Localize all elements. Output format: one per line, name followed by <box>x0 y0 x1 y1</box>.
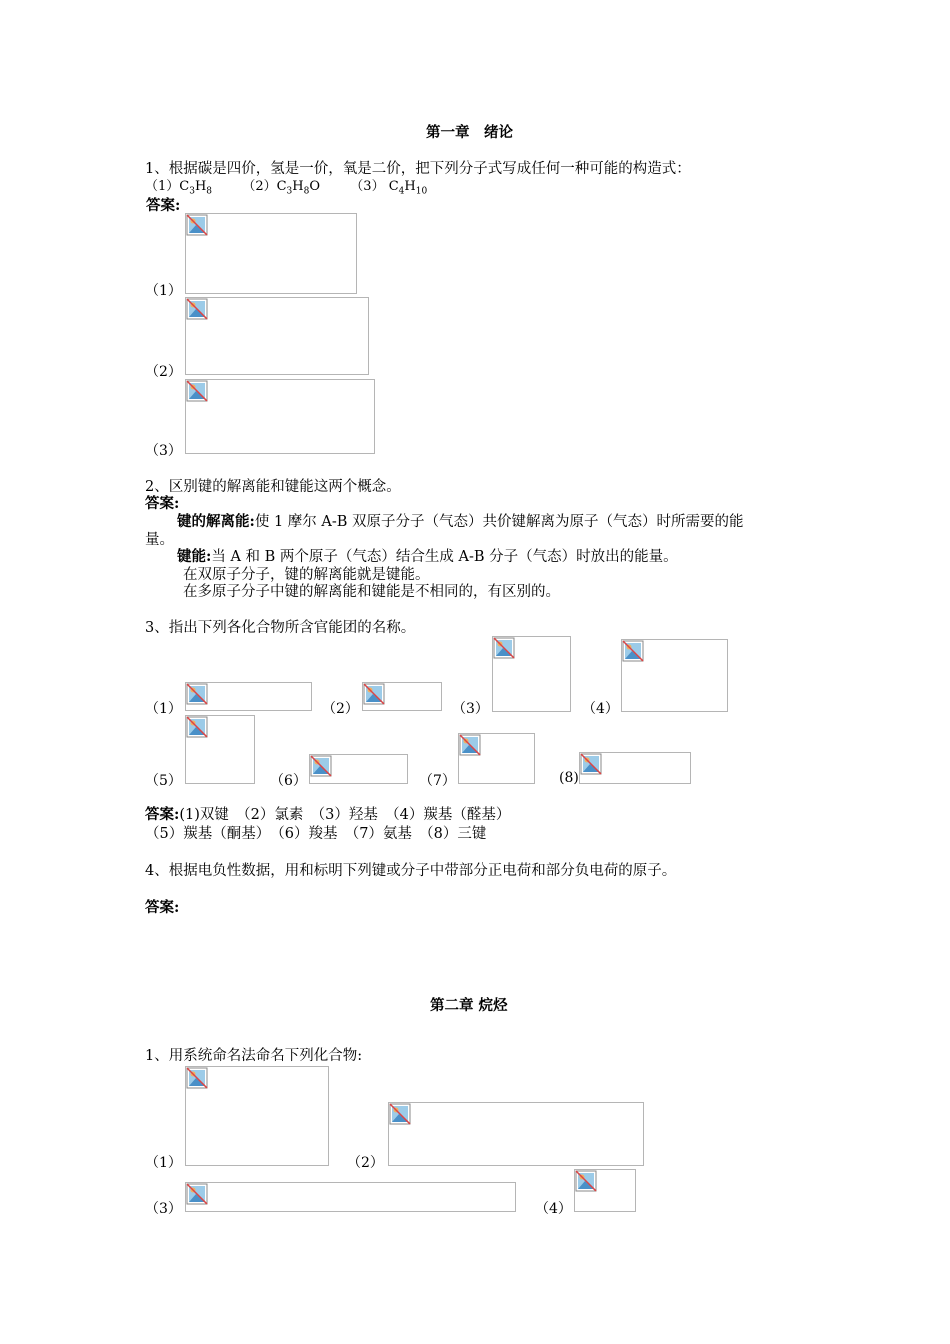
structure-image <box>309 754 408 784</box>
broken-image-icon <box>459 734 481 756</box>
item-label: （5） <box>145 773 182 789</box>
ch2-question-1-text: 1、用系统命名法命名下列化合物: <box>145 1048 363 1064</box>
broken-image-icon <box>363 683 385 705</box>
structure-image <box>458 733 535 784</box>
broken-image-icon <box>186 214 208 236</box>
answer-label: 答案: <box>145 899 180 916</box>
item-label: （1） <box>145 701 182 717</box>
item-label: （4） <box>582 701 619 717</box>
broken-image-icon <box>186 298 208 320</box>
broken-image-icon <box>310 755 332 777</box>
broken-image-icon <box>186 380 208 402</box>
broken-image-icon <box>186 716 208 738</box>
item-label: （4） <box>535 1201 572 1217</box>
broken-image-icon <box>389 1103 411 1125</box>
answer-line-1: 答案:(1)双键 （2）氯素 （3）羟基 （4）羰基（醛基） <box>145 806 511 823</box>
item-label: （2） <box>322 701 359 717</box>
item-label: （6） <box>270 773 307 789</box>
broken-image-icon <box>186 1183 208 1205</box>
definition-2: 键能:当 A 和 B 两个原子（气态）结合生成 A-B 分子（气态）时放出的能量。 <box>177 548 678 565</box>
broken-image-icon <box>580 753 602 775</box>
item-label: （3） <box>452 701 489 717</box>
structure-image <box>185 715 255 784</box>
question-2-text: 2、区别键的解离能和键能这两个概念。 <box>145 479 401 495</box>
item-label: （2） <box>145 364 182 380</box>
definition-1: 键的解离能:使 1 摩尔 A-B 双原子分子（气态）共价键解离为原子（气态）时所需要的能 <box>177 513 744 530</box>
broken-image-icon <box>622 640 644 662</box>
structure-image <box>492 636 571 712</box>
structure-image <box>621 639 728 712</box>
note-line: 在多原子分子中键的解离能和键能是不相同的，有区别的。 <box>183 584 560 600</box>
answer-line-2: （5）羰基（酮基） （6）羧基 （7）氨基 （8）三键 <box>145 826 487 842</box>
chapter-2-title: 第二章 烷烃 <box>430 997 508 1014</box>
item-label: （1） <box>145 1155 182 1171</box>
question-1-formulas: $(1)C_3H_8$ $(2)C_3H_8O$ （3） $C_4H_{10}$ <box>145 179 428 197</box>
question-4-text: 4、根据电负性数据，用和标明下列键或分子中带部分正电荷和部分负电荷的原子。 <box>145 863 677 879</box>
item-label: （2） <box>347 1155 384 1171</box>
item-label: （3） <box>145 1201 182 1217</box>
structure-image <box>185 297 369 375</box>
definition-1-cont: 量。 <box>145 532 174 548</box>
structure-image <box>185 682 312 711</box>
answer-label: 答案: <box>145 495 180 512</box>
structure-image <box>362 682 442 711</box>
item-label: （7） <box>419 773 456 789</box>
structure-image <box>185 213 357 294</box>
structure-image <box>185 1182 516 1212</box>
structure-image <box>185 1066 329 1166</box>
note-line: 在双原子分子，键的解离能就是键能。 <box>183 567 430 583</box>
structure-image <box>185 379 375 454</box>
question-3-text: 3、指出下列各化合物所含官能团的名称。 <box>145 620 416 636</box>
item-label: (8) <box>559 770 579 786</box>
item-label: （3） <box>145 443 182 459</box>
structure-image <box>579 752 691 784</box>
broken-image-icon <box>493 637 515 659</box>
answer-label: 答案: <box>146 197 181 214</box>
item-label: （1） <box>145 283 182 299</box>
broken-image-icon <box>575 1170 597 1192</box>
broken-image-icon <box>186 1067 208 1089</box>
structure-image <box>388 1102 644 1166</box>
question-1-text: 1、根据碳是四价，氢是一价，氧是二价，把下列分子式写成任何一种可能的构造式： <box>145 161 691 177</box>
structure-image <box>574 1169 636 1212</box>
broken-image-icon <box>186 683 208 705</box>
chapter-1-title: 第一章 绪论 <box>426 124 513 141</box>
